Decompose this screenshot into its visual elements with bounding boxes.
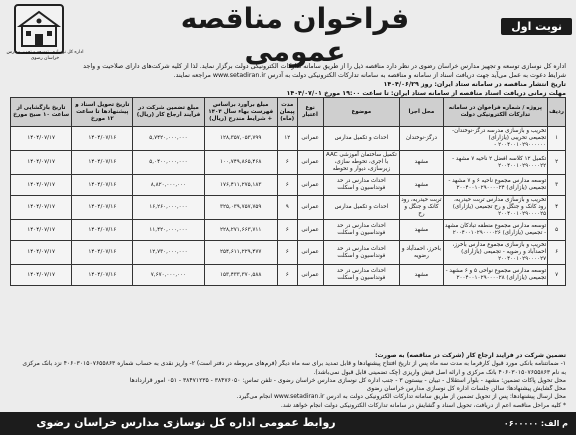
project-cell: تخریب و بازسازی مدارس تربت حیدریه، رود کانک و جنگل و رخ تجمیعی (یازارای) ۲۰۰۴۰۰۱۰۲۹۰۰۰۰۲۵ (443, 196, 548, 220)
guarantee-cell: ۱۶,۲۶۰,۰۰۰,۰۰۰ (133, 196, 204, 220)
subject-cell: احداث و تکمیل مدارس (323, 127, 400, 151)
estimate-cell: ۱۷۶,۴۱۱,۲۷۵,۱۸۳ (204, 175, 277, 196)
place-cell: تربت حیدریه، رود کانک و جنگل و رخ (400, 196, 443, 220)
note-line: به نام ۴۰۶۰۳۰۱۵۰۷۶۵۵۸۶۳ بانک مرکزی و ارائه اصل فیش واریزی (چک تضمینی قابل قبول نمی‌باشد). (313, 368, 566, 376)
credit-cell: عمرانی (297, 151, 323, 175)
place-cell: باخرز، احمدآباد و رضویه (400, 241, 443, 265)
note-line: ۱- ضمانتنامه بانکی مورد قبول کارفرما به مدت سه ماه پس از تاریخ افتتاح پیشنهادها و قابل تمدید برای سه ماه دیگر (فرم‌های مربوطه در دفتر است) ۲- واریز نقدی به حساب شماره ۴۰۶۰۳۰۱۵۰۷۶۵۵۸۶۳ نزد بانک مرکزی (22, 360, 566, 368)
header-cell: تاریخ تحویل اسناد و پیشنهادها تا ساعت ۱۲ مورخ (72, 98, 133, 127)
deliver-date-cell: ۱۴۰۴/۰۷/۱۶ (72, 196, 133, 220)
place-cell: درگز-نوخندان (400, 127, 443, 151)
header-cell: نوع اعتبار (297, 98, 323, 127)
project-cell: توسعه مدارس مجموع ناحیه ۶ و ۷ مشهد - تجمیعی (یازارای) ۲۰۰۴۰۰۱۰۲۹۰۰۰۰۲۴ (443, 175, 548, 196)
row-number: ۴ (548, 196, 566, 220)
note-line: تضمین شرکت در فرآیند ارجاع کار (شرکت در مناقصه) به صورت: (375, 352, 566, 359)
estimate-cell: ۳۲۵,۰۳۹,۷۵۷,۷۵۹ (204, 196, 277, 220)
credit-cell: عمرانی (297, 220, 323, 241)
row-number: ۲ (548, 151, 566, 175)
duration-cell: ۱۲ (277, 127, 297, 151)
header-cell: مبلغ برآورد براساس فهرست بهاء سال ۱۴۰۴ + شرایط مندرج (ریال) (204, 98, 277, 127)
intro-text (10, 62, 566, 98)
place-cell: مشهد (400, 220, 443, 241)
row-number: ۷ (548, 265, 566, 286)
credit-cell: عمرانی (297, 196, 323, 220)
credit-cell: عمرانی (297, 175, 323, 196)
row-number: ۵ (548, 220, 566, 241)
table-row (11, 196, 566, 220)
row-number: ۶ (548, 241, 566, 265)
note-line: محل ارسال پیشنهادها: پس از تحویل تضمین از طریق سامانه تدارکات الکترونیکی دولت به آدرس www.setadiran.ir انجام می‌گیرد. (236, 393, 566, 401)
intro-line: شرایط دعوت به عمل می‌آید جهت دریافت اسناد از سامانه و مناقصه به سامانه تدارکات الکترونیکی دولت به آدرس www.setadiran.ir مراجعه نمایند. (173, 72, 566, 79)
duration-cell: ۶ (277, 175, 297, 196)
note-line: * کلیه مراحل مناقصه اعم از دریافت، تحویل اسناد و گشایش در سامانه تدارکات الکترونیکی دولت انجام خواهد شد. (280, 401, 566, 409)
deadline-line: مهلت زمانی دریافت اسناد مناقصه از سامانه ستاد ایران: تا ساعت ۱۹:۰۰ مورخ ۱۴۰۴/۰۷/۰۱ (286, 90, 566, 97)
open-date-cell: ۱۴۰۴/۰۷/۱۷ (11, 151, 72, 175)
table-row (11, 175, 566, 196)
guarantee-cell: ۱۲,۷۳۰,۰۰۰,۰۰۰ (133, 241, 204, 265)
duration-cell: ۶ (277, 265, 297, 286)
table-row (11, 127, 566, 151)
header-cell: مبلغ تضمین شرکت در فرآیند ارجاع کار (ریال) (133, 98, 204, 127)
logo-caption: اداره کل نوسازی، توسعه و تجهیز مدارس خراسان رضوی (6, 50, 84, 61)
subject-cell: احداث مدارس در حد فونداسیون و اسکلت (323, 220, 400, 241)
project-cell: تخریب و بازسازی مجموع مدارس باخرز، احمدآباد و رضویه - تجمیعی (یازارای) ۲۰۰۴۰۰۱۰۲۹۰۰۰۰۲۷ (443, 241, 548, 265)
project-cell: تخریب و بازسازی مدرسه درگز-نوخندان- تجمیعی تحریبی (یازارای) ۲۰۰۴۰۰۱۰۲۹۰۰۰۰۰۰ - (443, 127, 548, 151)
school-building-icon (16, 6, 62, 52)
organization-logo (14, 4, 64, 54)
notes-section (10, 352, 566, 410)
header-cell: موضوع (323, 98, 400, 127)
guarantee-cell: ۱۱,۴۲۰,۰۰۰,۰۰۰ (133, 220, 204, 241)
table-header-row (11, 98, 566, 127)
estimate-cell: ۲۵۴,۶۱۱,۲۲۹,۴۷۷ (204, 241, 277, 265)
header-cell: ردیف (548, 98, 566, 127)
estimate-cell: ۱۲۸,۳۵۷,۰۵۳,۷۹۹ (204, 127, 277, 151)
deliver-date-cell: ۱۴۰۴/۰۷/۱۶ (72, 265, 133, 286)
notice-title: فراخوان مناقصه عمومی (180, 2, 410, 68)
header-cell: محل اجرا (400, 98, 443, 127)
table-row (11, 151, 566, 175)
place-cell: مشهد (400, 175, 443, 196)
guarantee-cell: ۷,۶۷۰,۰۰۰,۰۰۰ (133, 265, 204, 286)
guarantee-cell: ۸,۸۲۰,۰۰۰,۰۰۰ (133, 175, 204, 196)
deliver-date-cell: ۱۴۰۴/۰۷/۱۶ (72, 220, 133, 241)
estimate-cell: ۱۵۳,۴۳۳,۳۷۰,۵۸۸ (204, 265, 277, 286)
note-line: محل تحویل پاکات تضمین: مشهد - بلوار استقلال - تبیان - بیستون ۳ - جنب اداره کل نوسازی مدارس خراسان رضوی - تلفن تماس: ۳۸۴۷۶۰۵۰ - ۳۸۴۷۱۲۳۵ - ۰۵۱ امور قراردادها (129, 376, 566, 384)
open-date-cell: ۱۴۰۴/۰۷/۱۷ (11, 265, 72, 286)
footer-bar (0, 412, 576, 435)
project-cell: تکمیل ۱۲ کلاسه افضل ۲ ناحیه ۷ مشهد - ۲۰۰۴۰۰۱۰۲۹۰۰۰۰۲۲ (443, 151, 548, 175)
header-cell: پروژه / شماره فراخوان در سامانه تدارکات الکترونیکی دولت (443, 98, 548, 127)
open-date-cell: ۱۴۰۴/۰۷/۱۷ (11, 127, 72, 151)
project-cell: توسعه مدارس مجموع نواحی ۵ و ۶ مشهد - تجمیعی (یازارای) ۲۰۰۴۰۰۱۰۲۹۰۰۰۰۲۸ (443, 265, 548, 286)
footer-organization: روابط عمومی اداره کل نوسازی مدارس خراسان رضوی (36, 416, 336, 429)
open-date-cell: ۱۴۰۴/۰۷/۱۷ (11, 175, 72, 196)
place-cell: مشهد (400, 151, 443, 175)
credit-cell: عمرانی (297, 265, 323, 286)
duration-cell: ۹ (277, 196, 297, 220)
subject-cell: احداث مدارس در حد فونداسیون و اسکلت (323, 241, 400, 265)
row-number: ۳ (548, 175, 566, 196)
note-line: محل گشایش پیشنهادها: سالن جلسات اداره کل نوسازی مدارس خراسان رضوی (366, 385, 566, 393)
deliver-date-cell: ۱۴۰۴/۰۷/۱۶ (72, 127, 133, 151)
subject-cell: تکمیل ساختمان آموزشی AAC با اجری، تحوطه سازی، زیرسازی، دیوار و تحوطه (323, 151, 400, 175)
place-cell: مشهد (400, 265, 443, 286)
deliver-date-cell: ۱۴۰۴/۰۷/۱۶ (72, 241, 133, 265)
tender-table (10, 97, 566, 286)
duration-cell: ۶ (277, 220, 297, 241)
publish-date-line: تاریخ انتشار مناقصه در سامانه ستاد ایران: روز ۱۴۰۴/۰۶/۲۹ (383, 81, 566, 88)
open-date-cell: ۱۴۰۴/۰۷/۱۷ (11, 196, 72, 220)
deliver-date-cell: ۱۴۰۴/۰۷/۱۶ (72, 175, 133, 196)
subject-cell: احداث و تکمیل مدارس (323, 196, 400, 220)
guarantee-cell: ۵,۰۴۰۰,۰۰۰,۰۰۰ (133, 151, 204, 175)
footer-code: م الف: ۰۶۰۰۰۰۰ (503, 419, 568, 428)
project-cell: توسعه مدارس مجموع منطقه تبادکان مشهد - تجمیعی (یازارای) ۲۰۰۴۰۰۱۰۲۹۰۰۰۰۲۶ (443, 220, 548, 241)
credit-cell: عمرانی (297, 127, 323, 151)
estimate-cell: ۲۲۸,۲۷۱,۶۶۳,۷۱۱ (204, 220, 277, 241)
open-date-cell: ۱۴۰۴/۰۷/۱۷ (11, 220, 72, 241)
round-badge: نوبت اول (501, 18, 572, 35)
guarantee-cell: ۵,۷۴۲۰,۰۰۰,۰۰۰ (133, 127, 204, 151)
subject-cell: احداث مدارس در حد فونداسیون و اسکلت (323, 175, 400, 196)
open-date-cell: ۱۴۰۴/۰۷/۱۷ (11, 241, 72, 265)
duration-cell: ۶ (277, 241, 297, 265)
estimate-cell: ۱۰۰,۷۴۹,۸۶۵,۴۶۸ (204, 151, 277, 175)
header-cell: تاریخ بازگشایی از ساعت ۱۰ صبح مورخ (11, 98, 72, 127)
row-number: ۱ (548, 127, 566, 151)
header-cell: مدت پیمان (ماه) (277, 98, 297, 127)
table-row (11, 241, 566, 265)
table-row (11, 265, 566, 286)
duration-cell: ۶ (277, 151, 297, 175)
table-row (11, 220, 566, 241)
subject-cell: احداث مدارس در حد فونداسیون و اسکلت (323, 265, 400, 286)
credit-cell: عمرانی (297, 241, 323, 265)
intro-line: اداره کل نوسازی توسعه و تجهیز مدارس خراسان رضوی در نظر دارد مناقصه ذیل را از طریق سامانه تدارکات الکترونیکی دولت برگزار نماید. لذا از کلیه شرکت‌های دارای صلاحیت و واجد (83, 63, 566, 70)
deliver-date-cell: ۱۴۰۴/۰۷/۱۶ (72, 151, 133, 175)
